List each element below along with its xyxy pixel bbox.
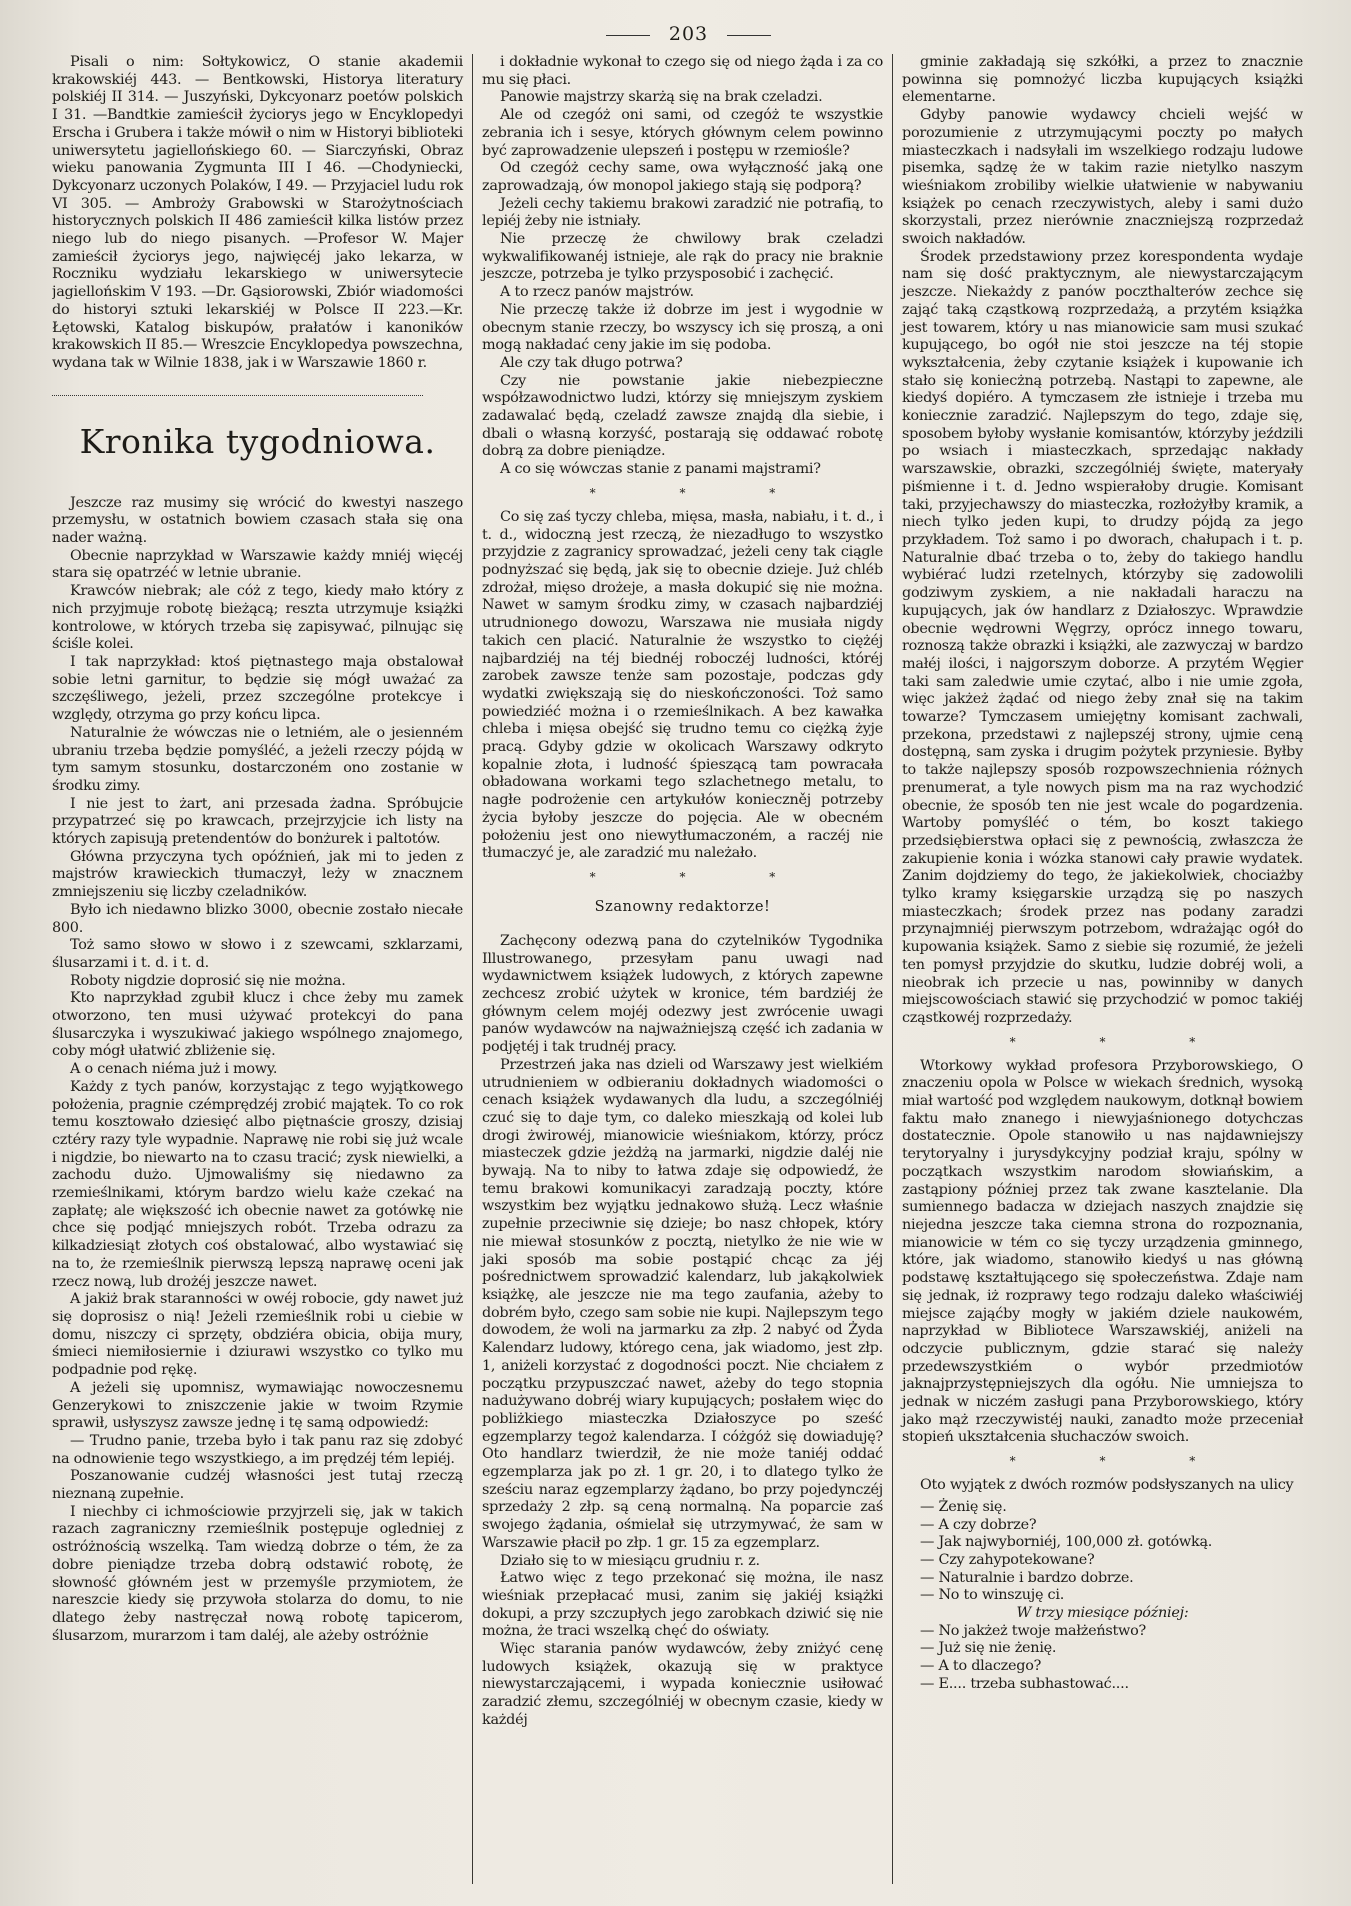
paragraph: Od czegóż cechy same, owa wyłączność jaką one zaprowadzają, ów monopol jakiego stają się podporą? (482, 160, 883, 194)
dialogue (902, 1499, 1303, 1694)
section-title: Kronika tygodniowa. (79, 421, 436, 461)
dialogue-line: — A to dlaczego? (920, 1658, 1042, 1675)
paragraph: Jeżeli cechy takiemu brakowi zaradzić nie potrafią, to lepiéj żeby nie istniały. (482, 195, 883, 230)
letter-heading: Szanowny redaktorze! (594, 897, 771, 915)
paragraph: Było ich niedawno blizko 3000, obecnie zostało niecałe 800. (52, 901, 463, 936)
paragraph: Poszanowanie cudzéj własności jest tutaj rzeczą nieznaną zupełnie. (52, 1468, 463, 1503)
paragraph: Nie przeczę że chwilowy brak czeladzi wykwalifikowanéj istnieje, ale rąk do pracy nie braknie jeszcze, potrzeba je tylko przysposobić i zachęcić. (482, 231, 883, 283)
paragraph: Ale od czegóż oni sami, od czegóż te wszystkie zebrania ich i sesye, których głównym celem powinno być zaprowadzenie ulepszeń i postępu w rzemiośle? (482, 107, 883, 159)
letter-paragraphs (482, 933, 883, 1730)
paragraph: Przestrzeń jaka nas dzieli od Warszawy jest wielkiém utrudnieniem w odbieraniu dokładnych wiadomości o cenach książek wydawanych dla ludu, a szczególniéj czuć się to daje tym, co daleko mieszkają od kolei lub drogi żwirowéj, mianowicie wieśniakom, którzy, prócz miasteczek gdzie jeżdżą na jarmarki, nigdzie daléj nie bywają. Na to niby to łatwa zdaje się odpowiedź, że temu brakowi komunikacyi zaradzają poczty, które wszystkim bez wyjątku jednakowo służą. Lecz właśnie zupełnie przeciwnie się dzieje; bo nasz chłopek, który nie miewał stosunków z pocztą, nietylko że nie wie w jaki sposób ma sobie postąpić chcąc za jéj pośrednictwem sprowadzić kalendarz, lub jakąkolwiek książkę, ale jeszcze nie ma tego zaufania, ażeby to dobrém było, czego sam sobie nie kupi. Najlepszym tego dowodem, że woli na jarmarku za złp. 2 nabyć od Żyda Kalendarz ludowy, którego cena, jak wiadomo, jest złp. 1, aniżeli korzystać z dogodności poczt. Nie chciałem z początku przypuszczać nawet, ażeby do tego stopnia nadużywano dobréj wiary kupujących; posłałem więc do pobliżkiego miasteczka Działoszyce po sześć egzemplarzy tegoż kalendarza. I cóżgóż się dowiaduję? Oto handlarz twierdził, że nie może taniéj oddać egzemplarza jak po zł. 1 gr. 20, i to dlatego tylko że sześciu naraz egzemplarzy żądano, bo przy pojedynczéj sprzedaży 2 złp. są ceną normalną. Na poparcie zaś swojego żądania, ośmielał się utrzymywać, że sam w Warszawie płacił po złp. 1 gr. 15 za egzemplarz. (482, 1056, 883, 1551)
page-number: 203 (668, 23, 709, 45)
paragraph: Gdyby panowie wydawcy chcieli wejść w porozumienie z utrzymującymi poczty po małych miasteczkach i nadsyłali im wszelkiego rodzaju ludowe pisemka, sądzę że w takim razie nietylko naszym wieśniakom zrobiliby wielkie ułatwienie w nabywaniu książek po cenach rzeczywistych, aleby i sami dużo skorzystali, przez nierównie znaczniejszą rozprzedaż swoich nakładów. (902, 107, 1303, 248)
paragraph: Krawców niebrak; ale cóż z tego, kiedy mało który z nich przyjmuje robotę bieżącą; reszta utrzymuje książki kontrolowe, w których trzeba się zapisywać, pilnując się ściśle kolei. (52, 583, 463, 653)
paragraph: Czy nie powstanie jakie niebezpieczne współzawodnictwo ludzi, którzy się mniejszym zyskiem zadawalać będą, czeladź zawsze znajdą dla siebie, i dbali o własną korzyść, postarają się oddawać robotę dobrą za dobre pieniądze. (482, 372, 883, 460)
paragraph: Każdy z tych panów, korzystając z tego wyjątkowego położenia, pragnie czémprędzéj zrobić majątek. To co rok temu kosztowało dziesięć albo piętnaście groszy, dzisiaj cztéry razy tyle wypadnie. Naprawę nie robi się już wcale i nigdzie, bo niewarto na to czasu tracić; zysk niewielki, a zachodu dużo. Ujmowaliśmy się niedawno za rzemieślnikami, którym bardzo wielu każe czekać na zapłatę; ale większość ich obecnie nawet za gotówkę nie chce się podjąć mniejszych robót. Trzeba odrazu za kilkadziesiąt złotych coś obstalować, albo wystawiać się na to, że rzemieślnik pierwszą lepszą naprawę oceni jak rzecz nową, lub drożéj jeszcze nawet. (52, 1078, 463, 1290)
header-rule-right (727, 35, 771, 36)
dialogue-line: — Jak najwyborniéj, 100,000 zł. gotówką. (920, 1534, 1213, 1551)
paragraph: Więc starania panów wydawców, żeby zniżyć cenę ludowych książek, okazują się w praktyce niewystarczającemi, i wypada koniecznie usiłować zaradzić złemu, szczególniéj w obecnym czasie, kiedy w każdéj (482, 1641, 883, 1728)
dialogue-line: — E.... trzeba subhastować.... (920, 1675, 1129, 1692)
paragraph: Ale czy tak długo potrwa? (500, 354, 683, 371)
paragraph: Panowie majstrzy skarżą się na brak czeladzi. (500, 89, 823, 106)
paragraph: Zachęcony odezwą pana do czytelników Tygodnika Illustrowanego, przesyłam panu uwagi nad wydawnictwem książek ludowych, z których zapewne zechcesz zrobić użytek w kronice, tém bardziéj że głównym celem mojéj odezwy jest zwrócenie uwagi panów wydawców na najważniejszą część ich zadania w podjętéj i tak trudnéj pracy. (482, 932, 883, 1056)
paragraph: Działo się to w miesiącu grudniu r. z. (500, 1552, 760, 1569)
paragraph: A jeżeli się upomnisz, wymawiając nowoczesnemu Genzerykowi to zniszczenie jakie w twoim Rzymie sprawił, usłyszysz zawsze jednę i tę samą odpowiedź: (52, 1379, 463, 1432)
bibliography-paragraph: Pisali o nim: Sołtykowicz, O stanie akademii krakowskiéj 443. — Bentkowski, Historya literatury polskiéj II 314. — Juszyński, Dykcyonarz poetów polskich I 31. —Bandtkie zamieścił życiorys jego w Encyklopedyi Erscha i Grubera i także mówił o nim w Historyi biblioteki uniwersytetu jagiellońskiego 60. — Siarczyński, Obraz wieku panowania Zygmunta III I 46. —Chodyniecki, Dykcyonarz uczonych Polaków, I 49. — Przyjaciel ludu rok VI 305. — Ambroży Grabowski w Starożytnościach historycznych polskich II 486 zamieścił kilka listów przez niego lub do niego pisanych. —Profesor W. Majer zamieścił życiorys jego, najwięcéj jako lekarza, w Roczniku wydziału lekarskiego w uniwersytecie jagiellońskim V 193. —Dr. Gąsiorowski, Zbiór wiadomości do historyi sztuki lekarskiéj w Polsce II 223.—Kr. Łętowski, Katalog biskupów, prałatów i kanoników krakowskich II 85.— Wreszcie Encyklopedya powszechna, wydana tak w Wilnie 1838, jak i w Warszawie 1860 r. (52, 54, 463, 371)
section-stars: * * * (589, 869, 816, 884)
page-header (52, 22, 1325, 54)
section-stars: * * * (1009, 1034, 1236, 1049)
paragraph: Kto naprzykład zgubił klucz i chce żeby mu zamek otworzono, ten musi używać protekcyi do pana ślusarczyka i wyszukiwać jakiego wspólnego znajomego, coby mógł ułatwić zbliżenie się. (52, 990, 463, 1060)
column-2 (472, 54, 892, 1884)
paragraph: Obecnie naprzykład w Warszawie każdy mniéj więcéj stara się opatrzéć w letnie ubranie. (52, 547, 463, 582)
paragraph: Łatwo więc z tego przekonać się można, ile nasz wieśniak przepłacać musi, zanim się jakiéj książki dokupi, a przy szczupłych jego zarobkach dziwić się nie można, że traci wszelką chęć do oświaty. (482, 1570, 883, 1640)
dialogue-line: — No to winszuję ci. (920, 1587, 1065, 1604)
paragraph: — Trudno panie, trzeba było i tak panu raz się zdobyć na odnowienie tego wszystkiego, a im prędzéj tém lepiéj. (52, 1432, 463, 1467)
column-1 (52, 54, 472, 1884)
header-rule-left (606, 35, 650, 36)
paragraph: i dokładnie wykonał to czego się od niego żąda i za co mu się płaci. (482, 54, 883, 88)
editorial-reply-paragraphs (902, 54, 1303, 1028)
dialogue-line: — Naturalnie i bardzo dobrze. (920, 1569, 1134, 1586)
paragraph: Naturalnie że wówczas nie o letniém, ale o jesienném ubraniu trzeba będzie pomyśléć, a jeżeli rzeczy pójdą w tym samym stosunku, dostarczoném ono zostanie w środku zimy. (52, 724, 463, 794)
paragraph: I nie jest to żart, ani przesada żadna. Spróbujcie przypatrzeć się po krawcach, przejrzyjcie ich listy na których zapisują pretendentów do bonżurek i paltotów. (52, 795, 463, 848)
text-columns (52, 54, 1325, 1884)
dialogue-line: — Żenię się. (920, 1498, 1007, 1515)
dialogue-intro: Oto wyjątek z dwóch rozmów podsłyszanych na ulicy (920, 1477, 1294, 1494)
paragraph: I niechby ci ichmościowie przyjrzeli się, jak w takich razach zagraniczny rzemieślnik postępuje ogledniej z ostróżnością wszelką. Tam wiedzą dobrze o tém, że za dobre pieniądze trzeba dobrą odstawić robotę, że słowność główném jest w przemyśle przymiotem, że nareszcie kiedy się przywoła stolarza do domu, to nie dlatego żeby nastręczał nową robotę tapicerom, ślusarzom, murarzom i tam daléj, ale ażeby ostróżnie (52, 1503, 463, 1644)
dialogue-line: — Już się nie żenię. (920, 1640, 1057, 1657)
paragraph: gminie zakładają się szkółki, a przez to znacznie powinna się pomnożyć liczba kupujących książki elementarne. (902, 54, 1303, 106)
paragraph: A co się wówczas stanie z panami majstrami? (500, 461, 821, 478)
paragraph: Wtorkowy wykład profesora Przyborowskiego, O znaczeniu opola w Polsce w wiekach średnich, wysoką miał wartość pod względem naukowym, dotknął bowiem faktu mało znanego i niewyjaśnionego dotychczas dostatecznie. Opole stanowiło u nas najdawniejszy terytoryalny i jurysdykcyjny podział kraju, spólny w początkach wszystkim narodom słowiańskim, a zastąpiony później przez tak zwane kasztelanie. Dla sumiennego badacza w dziejach naszych znajdzie się niejedna jeszcze taka ciemna strona do rozpoznania, mianowicie w tém co się tyczy urządzenia gminnego, które, jak wiadomo, stanowiło kiedyś u nas główną podstawę kształtującego się społeczeństwa. Zdaje nam się jednak, iż rozprawy tego rodzaju daleko właściwiéj miejsce zająćby mogły w jakiém dziele naukowém, naprzykład w Bibliotece Warszawskiéj, aniżeli na odczycie publicznym, gdzie starać się należy przedewszystkiém o wybór przedmiotów jaknajprzystępniejszych dla ogółu. Nie umniejsza to jednak w niczém zasługi pana Przyborowskiego, który jako mąż rzeczywistéj nauki, zanadto może przeceniał stopień ukształcenia słuchaczów swoich. (902, 1057, 1303, 1446)
dialogue-time-break: W trzy miesiące później: (1016, 1605, 1189, 1622)
paragraph: A to rzecz panów majstrów. (500, 284, 694, 301)
dialogue-line: — No jakżeż twoje małżeństwo? (920, 1622, 1147, 1639)
paragraph: Główna przyczyna tych opóźnień, jak mi to jeden z majstrów krawieckich tłumaczył, leży w znacznem zmniejszeniu się liczby czeladników. (52, 848, 463, 901)
paragraph: Jeszcze raz musimy się wrócić do kwestyi naszego przemysłu, w ostatnich bowiem czasach stała się ona nader ważną. (52, 494, 463, 547)
paragraph: Toż samo słowo w słowo i z szewcami, szklarzami, ślusarzami i t. d. i t. d. (52, 937, 463, 971)
dialogue-line: — Czy zahypotekowane? (920, 1551, 1095, 1568)
paragraph: Środek przedstawiony przez korespondenta wydaje nam się dość praktycznym, ale niewystarczającym jeszcze. Niekażdy z panów poczthalterów zechce się zająć taką cząstkową rozprzedażą, a przytém książka jest towarem, który u nas mianowicie sam musi szukać kupującego, bo ogół nie stoi jeszcze na téj stopie wykształcenia, żeby czytanie książek i kupowanie ich stało się koniecżną potrzebą. Nastąpi to zapewne, ale kiedyś dopiéro. A tymczasem złe istnieje i trzeba mu koniecznie zaradzić. Najlepszym do tego, zdaje się, sposobem byłoby wysłanie komisantów, którzyby jeździli po wsiach i miasteczkach, sprzedając nakłady warszawskie, obrazki, szczególniéj święte, materyały piśmienne i t. d. Jedno wspierałoby drugie. Komisant taki, przyjechawszy do miasteczka, rozłożyłby kramik, a niech tylko jeden kupi, to drudzy pójdą za jego przykładem. Toż samo i po dworach, chałupach i t. p. Naturalnie dbać trzeba o to, żeby do takiego handlu wybiérać ludzi rzetelnych, którzyby się zadowolili godziwym zyskiem, a nie nakładali haraczu na kupujących, jak ów handlarz z Działoszyc. Wprawdzie obecnie wędrowni Węgrzy, oprócz innego towaru, roznoszą także obrazki i książki, ale zazwyczaj w bardzo małéj ilości, i najgorszym doborze. A przytém Węgier taki sam zaledwie umie czytać, albo i nie umie zgoła, więc jakżeż żądać od niego żeby znał się na takim towarze? Tymczasem umiejętny komisant zachwali, przekona, przedstawi z najlepszéj strony, ujmie ceną dostępną, sam zyska i drugim pożytek przyniesie. Byłby to także najlepszy sposób rozpowszechnienia różnych prenumerat, a tyle nowych pism ma na raz wychodzić obecnie, że sposób ten nie jest wcale do pogardzenia. Wartoby pomyśléć o tém, bo koszt takiego przedsiębierstwa opłaci się z pewnością, zwłaszcza że zakupienie konia i wózka stanowi cały prawie wydatek. Zanim dojdziemy do tego, że jakiekolwiek, chociażby tylko kramy księgarskie urządzą się po naszych miasteczkach; środek przez nas podany zaradzi przynajmniéj pierwszym potrzebom, wdrażając ogół do kupowania książek. Samo z siebie się rozumié, że jeżeli ten pomysł przyjdzie do skutku, ludzie dobréj woli, a nieobrak ich przecie u nas, powinniby w danych miejscowościach stawić się przychodzić w pomoc takiéj cząstkowéj rozprzedaży. (902, 248, 1303, 1026)
section-stars: * * * (1009, 1454, 1236, 1469)
food-prices-paragraphs (482, 509, 883, 863)
paragraph: A o cenach niéma już i mowy. (70, 1061, 278, 1078)
column-3 (892, 54, 1312, 1884)
paragraph: I tak naprzykład: ktoś piętnastego maja obstalował sobie letni garnitur, to będzie się mógł uważać za szczęśliwego, jeżeli, przez szczególne protekcye i względy, otrzyma go przy końcu lipca. (52, 653, 463, 724)
section-stars: * * * (589, 485, 816, 500)
paragraph: Nie przeczę także iż dobrze im jest i wygodnie w obecnym stanie rzeczy, bo wszyscy ich się proszą, a oni mogą nakładać ceny jakie im się podoba. (482, 301, 883, 354)
paragraph: Roboty nigdzie doprosić się nie można. (70, 972, 346, 989)
lecture-paragraphs (902, 1058, 1303, 1447)
chronicle-paragraphs (52, 495, 463, 1646)
paragraph: A jakiż brak staranności w owéj robocie, gdy nawet już się doprosisz o nią! Jeżeli rzemieślnik robi u ciebie w domu, niszczy ci sprzęty, obdziéra obicia, obija mury, śmieci niemiłosiernie i dziurawi wszystko co tylko mu podpadnie pod rękę. (52, 1291, 463, 1379)
craftsmen-paragraphs (482, 54, 883, 479)
dialogue-line: — A czy dobrze? (920, 1516, 1037, 1533)
paragraph: Co się zaś tyczy chleba, mięsa, masła, nabiału, i t. d., i t. d., widoczną jest rzeczą, że niezadługo to wszystko przyjdzie z zagranicy sprowadzać, jeżeli ceny tak ciągle podnyższać się będą, jak się to obecnie dzieje. Już chléb zdrożał, mięso drożeje, a masła dokupić się nie można. Nawet w samym środku zimy, w czasach najbardziéj utrudnionego dowozu, Warszawa nie musiała nigdy takich cen placić. Naturalnie że wszystko to ciężéj najbardziéj na téj biednéj roboczéj ludności, któréj zarobek zawsze tenże sam pozostaje, podczas gdy wydatki zwiększają się do nieskończoności. Toż samo powiedziéć można i o rzemieślnikach. A bez kawałka chleba i mięsa obejść się trudno temu co ciężką żyje pracą. Gdyby gdzie w okolicach Warszawy odkryto kopalnie złota, i ludność śpieszącą tam powracała obładowana workami tego szlachetnego metalu, to nagłe podrożenie cen artykułów konieczněj potrzeby życia byłoby jeszcze do pojęcia. Ale w obecném położeniu jest ono niewytłumaczoném, a raczéj nie tłumaczyć je, ale zaradzić mu należało. (482, 508, 883, 862)
section-divider (52, 395, 423, 396)
